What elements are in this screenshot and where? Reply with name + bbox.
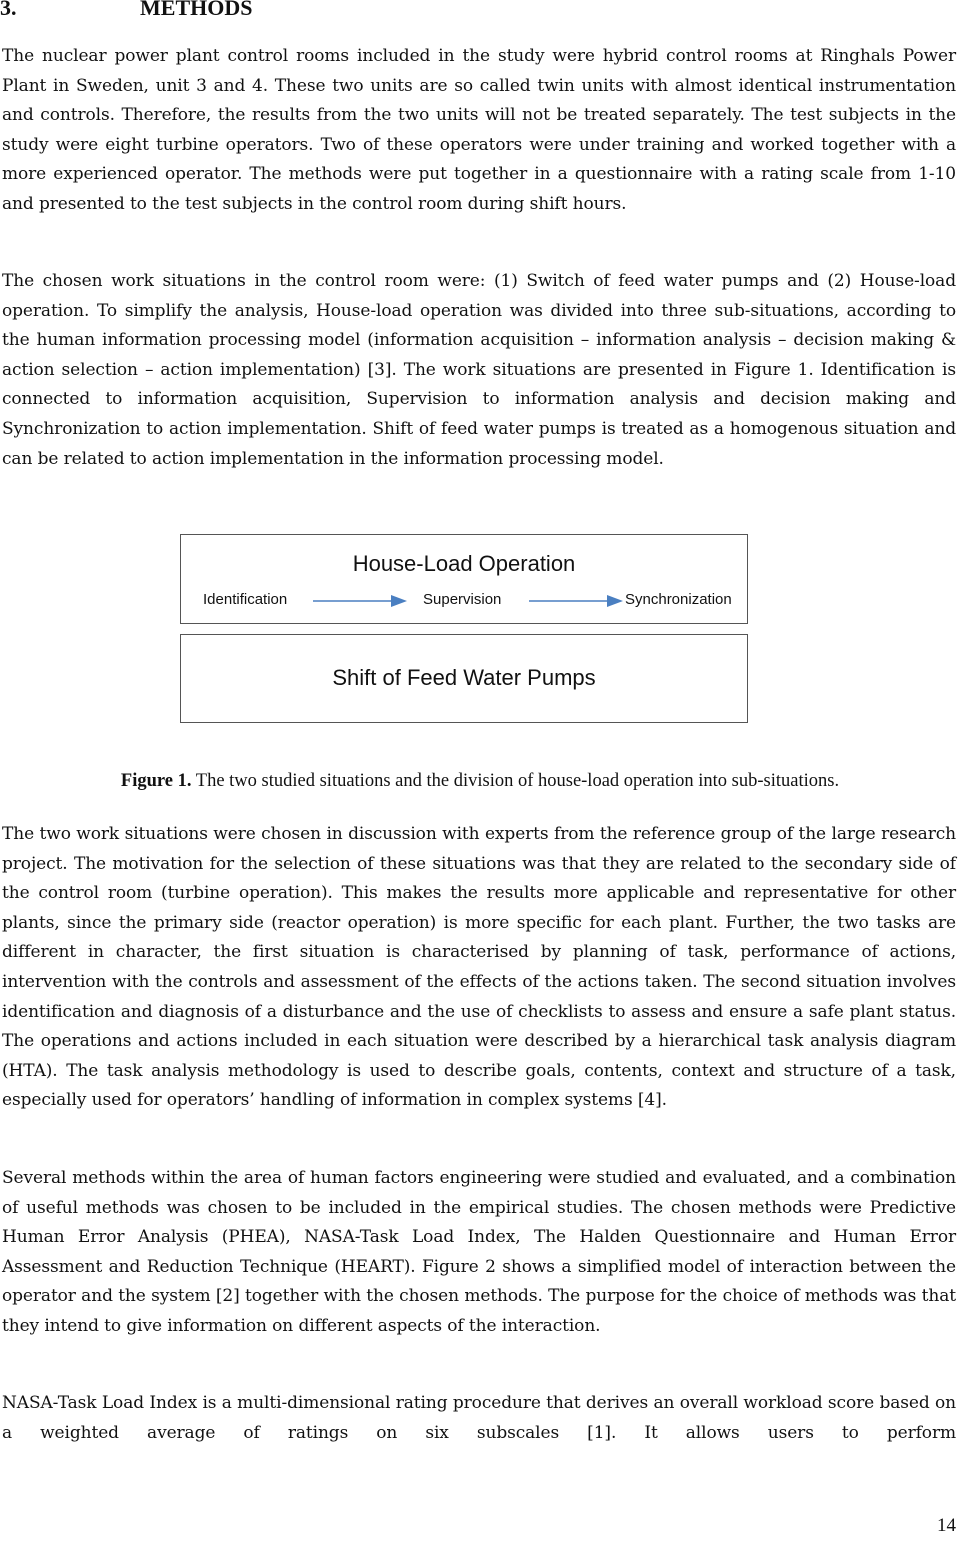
- paragraph-work-situations: The chosen work situations in the control room were: (1) Switch of feed water pumps and (2) House-load operation. To simplify the analysis, House-load operation was divided into three sub-situations, according to the human information processing model (information acquisition – information analysis – decision making & action selection – action implementation) [3]. The work situations are presented in Figure 1. Identification is connected to information acquisition, Supervision to information analysis and decision making and Synchronization to action implementation. Shift of feed water pumps is treated as a homogenous situation and can be related to action implementation in the information processing model.: [2, 271, 956, 469]
- arrow-right-icon: [313, 595, 407, 607]
- figure-caption: [0, 769, 960, 793]
- page-number: 14: [937, 1515, 956, 1536]
- paragraph-nasa-tlx: NASA-Task Load Index is a multi-dimensional rating procedure that derives an overall workload score based on a weighted average of ratings on six subscales [1]. It allows users to perform: [2, 1393, 956, 1443]
- house-load-operation-title: House-Load Operation: [352, 551, 576, 576]
- section-heading: [0, 0, 252, 22]
- supervision-node: Supervision: [423, 591, 502, 608]
- figure-caption-text: The two studied situations and the division of house-load operation into sub-situations.: [191, 771, 840, 791]
- synchronization-node: Synchronization: [625, 591, 732, 608]
- paragraph-situation-motivation: The two work situations were chosen in discussion with experts from the reference group of the large research project. The motivation for the selection of these situations was that they are related to the secondary side of the control room (turbine operation). This makes the results more applicable and representative for other plants, since the primary side (reactor operation) is more specific for each plant. Further, the two tasks are different in character, the first situation is characterised by planning of task, performance of actions, intervention with the controls and assessment of the effects of the actions taken. The second situation involves identification and diagnosis of a disturbance and the use of checklists to assess and ensure a safe plant status. The operations and actions included in each situation were described by a hierarchical task analysis diagram (HTA). The task analysis methodology is used to describe goals, contents, context and structure of a task, especially used for operators’ handling of information in complex systems [4].: [2, 824, 956, 1111]
- paragraph-methods-selection: Several methods within the area of human factors engineering were studied and evaluated, and a combination of useful methods was chosen to be included in the empirical studies. The chosen methods were Predictive Human Error Analysis (PHEA), NASA-Task Load Index, The Halden Questionnaire and Human Error Assessment and Reduction Technique (HEART). Figure 2 shows a simplified model of interaction between the operator and the system [2] together with the chosen methods. The purpose for the choice of methods was that they intend to give information on different aspects of the interaction.: [2, 1168, 956, 1336]
- shift-of-feed-water-pumps-box: [180, 634, 748, 723]
- house-load-operation-box: [180, 534, 748, 624]
- shift-of-feed-water-pumps-title: Shift of Feed Water Pumps: [332, 665, 596, 690]
- figure-caption-label: Figure 1.: [120, 771, 192, 791]
- section-number: 3.: [0, 0, 17, 20]
- identification-node: Identification: [203, 591, 288, 608]
- section-title: METHODS: [140, 0, 253, 20]
- arrow-right-icon: [529, 595, 623, 607]
- paragraph-control-rooms: The nuclear power plant control rooms included in the study were hybrid control rooms at Ringhals Power Plant in Sweden, unit 3 and 4. These two units are so called twin units with almost identical instrumentation and controls. Therefore, the results from the two units will not be treated separately. The test subjects in the study were eight turbine operators. Two of these operators were under training and worked together with a more experienced operator. The methods were put together in a questionnaire with a rating scale from 1-10 and presented to the test subjects in the control room during shift hours.: [2, 46, 956, 214]
